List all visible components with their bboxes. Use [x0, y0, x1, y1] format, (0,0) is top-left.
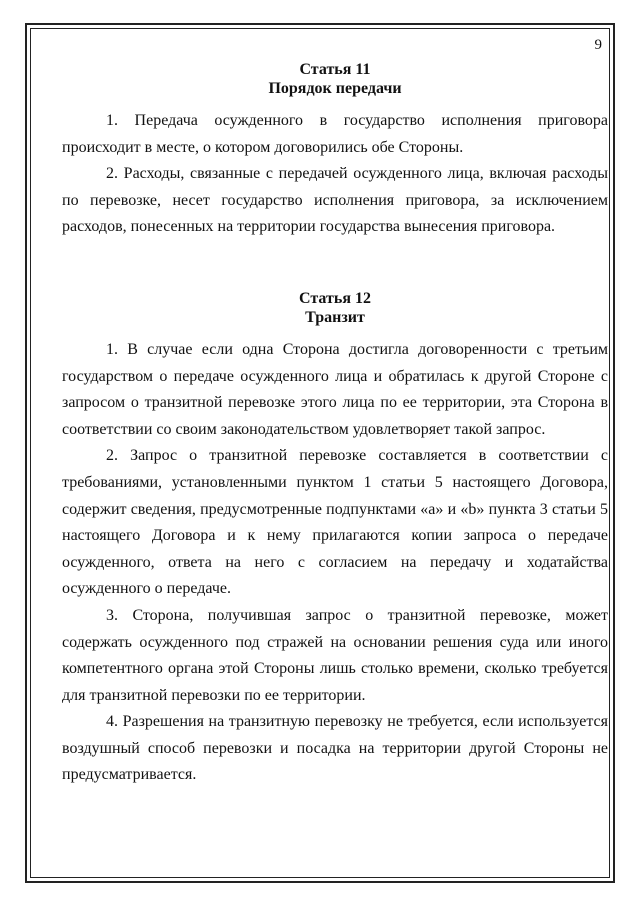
paragraph-number: 2.: [106, 165, 118, 183]
document-body: [62, 60, 608, 789]
article-12-paragraph-2: [62, 443, 608, 603]
article-12-subtitle: Транзит: [305, 308, 365, 326]
article-12-paragraph-1: [62, 337, 608, 443]
paragraph-text: Запрос о транзитной перевозке составляется в соответствии с требованиями, установленными пунктом 1 статьи 5 настоящего Договора, содержит сведения, предусмотренные подпунктами «a» и «b» пункта 3 статьи 5 настоящего Договора и к нему прилагаются копии запроса о передаче осужденного, ответа на него с согласием на передачу и ходатайства осужденного о передаче.: [62, 447, 609, 598]
paragraph-number: 1.: [106, 112, 118, 129]
article-11-subtitle: Порядок передачи: [268, 80, 402, 97]
article-12-title: Статья 12: [299, 289, 371, 307]
article-11-paragraph-1: [62, 108, 608, 161]
paragraph-text: Сторона, получившая запрос о транзитной перевозке, может содержать осужденного под стражей на основании решения суда или иного компетентного органа этой Стороны лишь столько времени, сколько требуется для транзитной перевозки по ее территории.: [62, 606, 609, 704]
article-11-paragraph-2: [62, 161, 608, 241]
article-12-paragraph-4: [62, 709, 608, 789]
paragraph-text: Расходы, связанные с передачей осужденного лица, включая расходы по перевозке, несет государство исполнения приговора, за исключением расходов, понесенных на территории государства вынесения приговора.: [62, 165, 609, 236]
paragraph-number: 3.: [106, 606, 118, 624]
article-12-paragraph-3: [62, 603, 608, 709]
paragraph-text: В случае если одна Сторона достигла договоренности с третьим государством о передаче осужденного лица и обратилась к другой Стороне с запросом о транзитной перевозке этого лица по ее территории, эта Сторона в соответствии со своим законодательством удовлетворяет такой запрос.: [62, 340, 609, 438]
paragraph-text: Разрешения на транзитную перевозку не требуется, если используется воздушный способ перевозки и посадка на территории другой Стороны не предусматривается.: [62, 713, 608, 784]
paragraph-text: Передача осужденного в государство исполнения приговора происходит в месте, о котором договорились обе Стороны.: [62, 112, 608, 156]
article-12-heading: [62, 289, 608, 327]
section-spacer: [62, 241, 608, 289]
page-number: 9: [594, 37, 602, 53]
paragraph-number: 1.: [106, 340, 118, 358]
paragraph-number: 2.: [106, 447, 118, 465]
article-11-heading: [62, 60, 608, 98]
article-11-title: Статья 11: [299, 61, 371, 78]
paragraph-number: 4.: [106, 713, 118, 731]
